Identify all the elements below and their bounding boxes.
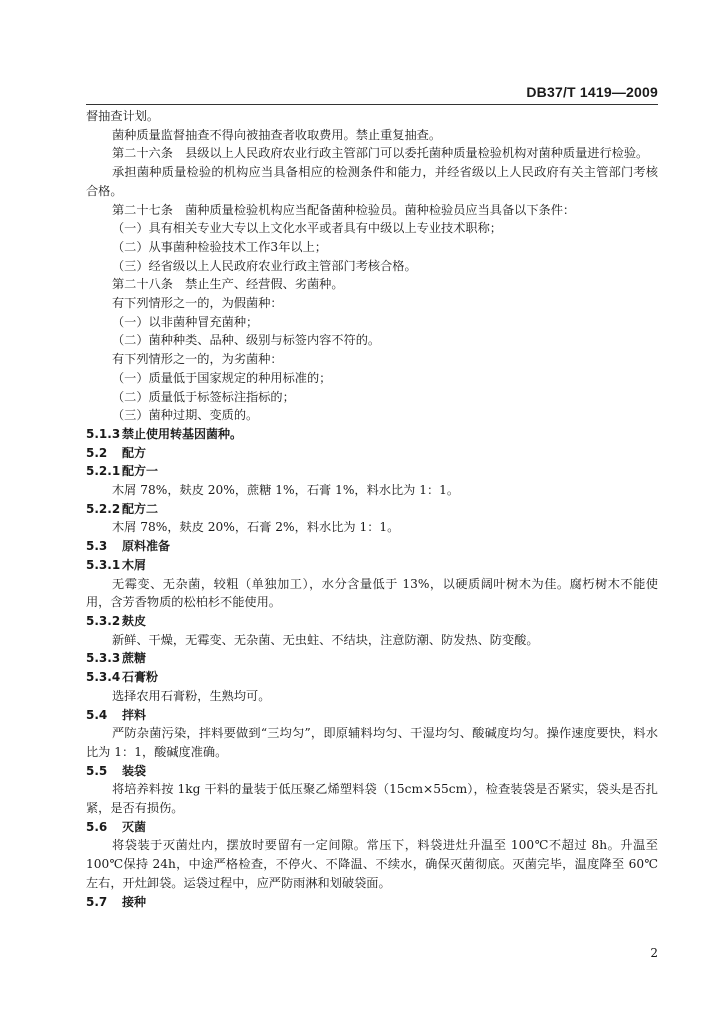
paragraph: 有下列情形之一的，为假菌种： xyxy=(112,296,283,311)
section-number: 5.4 xyxy=(86,707,108,722)
section-heading xyxy=(86,462,658,481)
section-title: 石膏粉 xyxy=(122,670,159,685)
paragraph: （二）菌种种类、品种、级别与标签内容不符的。 xyxy=(112,333,381,348)
paragraph: 新鲜、干燥，无霉变、无杂菌、无虫蛀、不结块，注意防潮、防发热、防变酸。 xyxy=(112,632,539,647)
paragraph: 第二十七条 菌种质量检验机构应当配备菌种检验员。菌种检验员应当具备以下条件： xyxy=(112,202,576,217)
section-title: 拌料 xyxy=(122,707,147,722)
section-number: 5.3 xyxy=(86,539,108,554)
section-heading xyxy=(86,444,658,463)
section-title: 麸皮 xyxy=(122,613,147,628)
section-title: 配方 xyxy=(122,445,147,460)
section-number: 5.3.4 xyxy=(86,670,121,685)
section-heading xyxy=(86,556,658,575)
paragraph: 第二十六条 县级以上人民政府农业行政主管部门可以委托菌种质量检验机构对菌种质量进行检验。 xyxy=(112,146,649,161)
section-heading xyxy=(86,818,658,837)
section-heading xyxy=(86,706,658,725)
section-title: 灭菌 xyxy=(122,819,147,834)
paragraph: 严防杂菌污染，拌料要做到“三均匀”，即原辅料均匀、干湿均匀、酸碱度均匀。操作速度要快，料水比为 1：1，酸碱度准确。 xyxy=(86,726,658,759)
section-number: 5.2.1 xyxy=(86,464,121,479)
paragraph: 木屑 78%，麸皮 20%，蔗糖 1%，石膏 1%，料水比为 1：1。 xyxy=(112,483,460,498)
section-number: 5.3.2 xyxy=(86,613,121,628)
header-divider xyxy=(86,104,658,105)
section-title: 蔗糖 xyxy=(122,651,147,666)
paragraph: 将袋装于灭菌灶内，摆放时要留有一定间隙。常压下，料袋进灶升温至 100℃不超过 8h。升温至 100℃保持 24h，中途严格检查，不停火、不降温、不续水，确保灭菌彻底。灭菌完毕，温度降至 60℃左右，开灶卸袋。运袋过程中，应严防雨淋和划破袋面。 xyxy=(86,838,658,890)
section-number: 5.2.2 xyxy=(86,501,121,516)
section-heading xyxy=(86,649,658,668)
section-title: 配方二 xyxy=(122,501,159,516)
section-title: 装袋 xyxy=(122,763,147,778)
paragraph: （一）质量低于国家规定的种用标准的； xyxy=(112,370,332,385)
section-title: 木屑 xyxy=(122,557,147,572)
document-id-header: DB37/T 1419—2009 xyxy=(526,84,658,100)
section-heading xyxy=(86,425,658,444)
section-title: 禁止使用转基因菌种。 xyxy=(122,426,243,441)
section-number: 5.5 xyxy=(86,763,108,778)
section-title: 配方一 xyxy=(122,464,159,479)
section-number: 5.1.3 xyxy=(86,426,121,441)
section-heading xyxy=(86,668,658,687)
paragraph: 督抽查计划。 xyxy=(86,109,160,123)
section-title: 接种 xyxy=(122,894,147,909)
paragraph: 将培养料按 1kg 干料的量装于低压聚乙烯塑料袋（15cm×55cm），检查装袋是否紧实，袋头是否扎紧，是否有损伤。 xyxy=(86,782,658,816)
section-heading xyxy=(86,762,658,781)
section-number: 5.7 xyxy=(86,894,108,909)
section-number: 5.2 xyxy=(86,445,108,460)
paragraph: 木屑 78%，麸皮 20%，石膏 2%，料水比为 1：1。 xyxy=(112,520,400,535)
section-title: 原料准备 xyxy=(122,539,171,554)
document-body xyxy=(86,107,658,911)
section-heading xyxy=(86,893,658,912)
paragraph: （三）菌种过期、变质的。 xyxy=(112,408,259,423)
page-number: 2 xyxy=(650,946,658,960)
paragraph: 有下列情形之一的，为劣菌种： xyxy=(112,352,283,367)
paragraph: 选择农用石膏粉，生熟均可。 xyxy=(112,688,271,703)
paragraph: （三）经省级以上人民政府农业行政主管部门考核合格。 xyxy=(112,258,417,273)
paragraph: 菌种质量监督抽查不得向被抽查者收取费用。禁止重复抽查。 xyxy=(112,127,442,142)
paragraph: 无霉变、无杂菌，较粗（单独加工），水分含量低于 13%，以硬质阔叶树木为佳。腐朽树木不能使用，含芳香物质的松柏杉不能使用。 xyxy=(86,576,658,610)
section-number: 5.3.1 xyxy=(86,557,121,572)
paragraph: 第二十八条 禁止生产、经营假、劣菌种。 xyxy=(112,277,344,292)
section-heading xyxy=(86,500,658,519)
paragraph: （一）以非菌种冒充菌种； xyxy=(112,314,259,329)
paragraph: （二）质量低于标签标注指标的； xyxy=(112,389,295,404)
paragraph: 承担菌种质量检验的机构应当具备相应的检测条件和能力，并经省级以上人民政府有关主管部门考核合格。 xyxy=(86,165,658,198)
section-heading xyxy=(86,537,658,556)
section-number: 5.6 xyxy=(86,819,108,834)
section-heading xyxy=(86,612,658,631)
paragraph: （一）具有相关专业大专以上文化水平或者具有中级以上专业技术职称； xyxy=(112,221,502,236)
section-number: 5.3.3 xyxy=(86,651,121,666)
paragraph: （二）从事菌种检验技术工作3年以上； xyxy=(112,239,327,254)
